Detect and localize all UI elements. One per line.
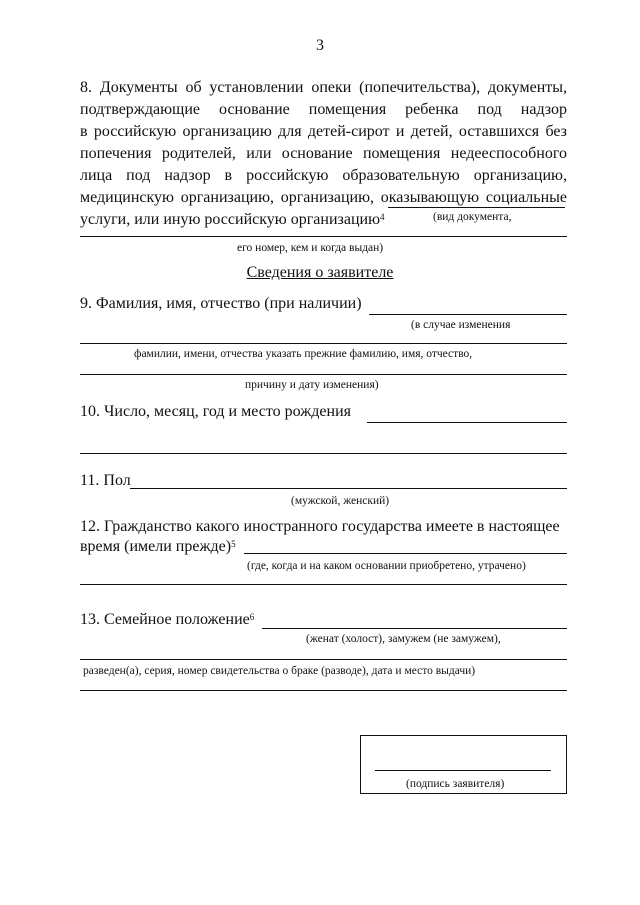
item12-line1: 12. Гражданство какого иностранного государства имеете в настоящее: [80, 518, 560, 535]
item8-line: в российскую организацию для детей-сирот и детей, оставшихся без: [80, 123, 567, 140]
item13-marital-field[interactable]: [262, 628, 567, 629]
item13-hint-1: (женат (холост), замужем (не замужем),: [306, 633, 501, 645]
item13-label: 13. Семейное положение$^6$: [80, 611, 255, 628]
item13-marital-field-3[interactable]: [80, 690, 567, 691]
signature-box: [360, 735, 567, 794]
item11-label: 11. Пол: [80, 472, 131, 489]
signature-field[interactable]: [375, 770, 551, 771]
item11-hint: (мужской, женский): [291, 495, 390, 507]
item9-name-field-2[interactable]: [80, 343, 567, 344]
signature-hint: (подпись заявителя): [406, 778, 505, 790]
item11-sex-field[interactable]: [130, 488, 567, 489]
item9-hint-2: фамилии, имени, отчества указать прежние фамилию, имя, отчество,: [134, 348, 473, 360]
footnote-marker: 4: [380, 212, 385, 222]
item8-line: медицинскую организацию, организацию, оказывающую социальные: [80, 189, 567, 206]
item8-document-field[interactable]: [388, 207, 565, 208]
item9-name-field[interactable]: [369, 314, 567, 315]
item12-citizenship-field-2[interactable]: [80, 584, 567, 585]
item8-line: подтверждающие основание помещения ребенка под надзор: [80, 101, 567, 118]
item9-name-field-3[interactable]: [80, 374, 567, 375]
page-number: 3: [316, 37, 324, 54]
item9-hint-1: (в случае изменения: [411, 319, 511, 331]
footnote-marker: 5: [231, 539, 236, 549]
footnote-marker: 6: [249, 612, 255, 622]
item12-citizenship-field[interactable]: [244, 553, 567, 554]
item13-marital-field-2[interactable]: [80, 659, 567, 660]
item8-last-line: услуги, или иную российскую организацию$^4$: [80, 211, 385, 228]
item10-birth-field[interactable]: [367, 422, 567, 423]
item12-hint: (где, когда и на каком основании приобретено, утрачено): [247, 560, 526, 572]
item8-document-field-2[interactable]: [80, 236, 567, 237]
item9-label: 9. Фамилия, имя, отчество (при наличии): [80, 295, 362, 312]
item9-hint-3: причину и дату изменения): [245, 379, 379, 391]
item12-line2: время (имели прежде)$^5$: [80, 538, 236, 555]
item13-hint-2: разведен(а), серия, номер свидетельства о браке (разводе), дата и место выдачи): [83, 665, 476, 677]
item8-hint-doc-type: (вид документа,: [433, 211, 512, 223]
applicant-section-heading: Сведения о заявителе: [246, 264, 394, 281]
item10-birth-field-2[interactable]: [80, 453, 567, 454]
item8-line: лица под надзор в российскую образовательную организацию,: [80, 167, 567, 184]
item10-label: 10. Число, месяц, год и место рождения: [80, 403, 351, 420]
item8-line: 8. Документы об установлении опеки (попечительства), документы,: [80, 79, 567, 96]
item8-hint-doc-details: его номер, кем и когда выдан): [237, 242, 384, 254]
item8-line: попечения родителей, или основание помещения недееспособного: [80, 145, 567, 162]
